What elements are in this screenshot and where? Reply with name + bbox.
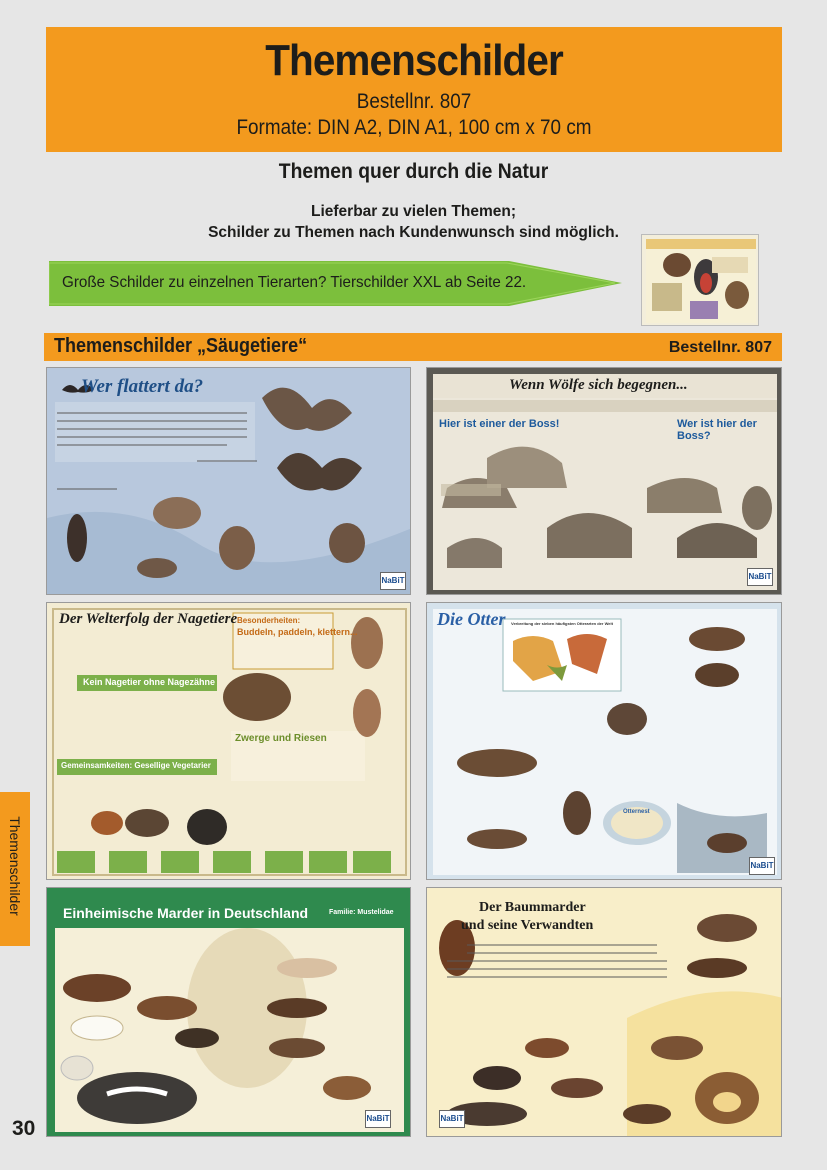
side-tab — [0, 792, 30, 946]
text-line — [467, 944, 657, 946]
poster-title: Der Baummarder — [479, 900, 586, 915]
map-title: Verbreitung der sieben häufigsten Otterarten der Welt — [511, 621, 613, 626]
nabit-logo: NaBiT — [749, 857, 775, 875]
nabit-logo: NaBiT — [747, 568, 773, 586]
poster-title: Einheimische Marder in Deutschland — [63, 905, 309, 921]
bats-poster-art — [47, 368, 411, 595]
section-order-number: Bestellnr. 807 — [668, 339, 772, 356]
poster-otters — [426, 602, 782, 880]
banner-text: Große Schilder zu einzelnen Tierarten? Tierschilder XXL ab Seite 22. — [62, 274, 527, 291]
box-common: Gemeinsamkeiten: Gesellige Vegetarier — [61, 761, 211, 770]
subtitle: Themen quer durch die Natur — [278, 160, 549, 183]
thumbnail-art — [642, 235, 760, 327]
text-line — [447, 976, 667, 978]
text-line — [57, 436, 247, 438]
poster-wolves — [426, 367, 782, 595]
poster-title: Wer flattert da? — [81, 376, 204, 397]
order-number: Bestellnr. 807 — [356, 90, 472, 113]
text-line — [57, 420, 247, 422]
text-line — [57, 444, 227, 446]
right-heading: Wer ist hier der Boss? — [677, 418, 757, 442]
delivery-line-2: Schilder zu Themen nach Kundenwunsch sind möglich. — [208, 224, 619, 241]
box-special-label: Besonderheiten: — [237, 616, 301, 625]
page-number: 30 — [12, 1117, 36, 1140]
wolves-poster-art — [427, 368, 782, 595]
text-line — [57, 488, 117, 490]
left-heading: Hier ist einer der Boss! — [439, 418, 560, 430]
poster-martens-germany — [46, 887, 411, 1137]
nest-label: Otternest — [623, 809, 650, 815]
text-line — [447, 960, 667, 962]
family-label: Familie: Mustelidae — [329, 909, 394, 916]
text-line — [197, 460, 257, 462]
nabit-logo: NaBiT — [439, 1110, 465, 1128]
poster-pine-marten — [426, 887, 782, 1137]
nabit-logo: NaBiT — [380, 572, 406, 590]
section-title: Themenschilder „Säugetiere“ — [54, 335, 308, 357]
box-dwarfs-giants: Zwerge und Riesen — [235, 733, 327, 744]
martens-poster-art — [47, 888, 411, 1137]
xxl-sign-thumbnail — [641, 234, 759, 326]
header-box — [46, 27, 782, 152]
rodents-poster-art — [47, 603, 411, 880]
text-line — [447, 968, 667, 970]
text-line — [467, 952, 657, 954]
poster-title: Der Welterfolg der Nagetiere — [59, 611, 238, 627]
side-tab-label: Themenschilder — [7, 816, 23, 916]
poster-title: Wenn Wölfe sich begegnen... — [509, 377, 688, 393]
box-teeth: Kein Nagetier ohne Nagezähne — [83, 677, 216, 687]
otters-poster-art — [427, 603, 782, 880]
formats-text: Formate: DIN A2, DIN A1, 100 cm x 70 cm — [236, 116, 592, 139]
delivery-line-1: Lieferbar zu vielen Themen; — [311, 203, 516, 220]
page-title: Themenschilder — [265, 36, 563, 85]
poster-title-line2: und seine Verwandten — [461, 918, 594, 933]
poster-rodents — [46, 602, 411, 880]
box-special-text: Buddeln, paddeln, klettern... — [237, 627, 358, 637]
nabit-logo: NaBiT — [365, 1110, 391, 1128]
text-line — [57, 428, 247, 430]
text-line — [57, 412, 247, 414]
poster-bats — [46, 367, 411, 595]
poster-title: Die Otter — [437, 609, 506, 629]
